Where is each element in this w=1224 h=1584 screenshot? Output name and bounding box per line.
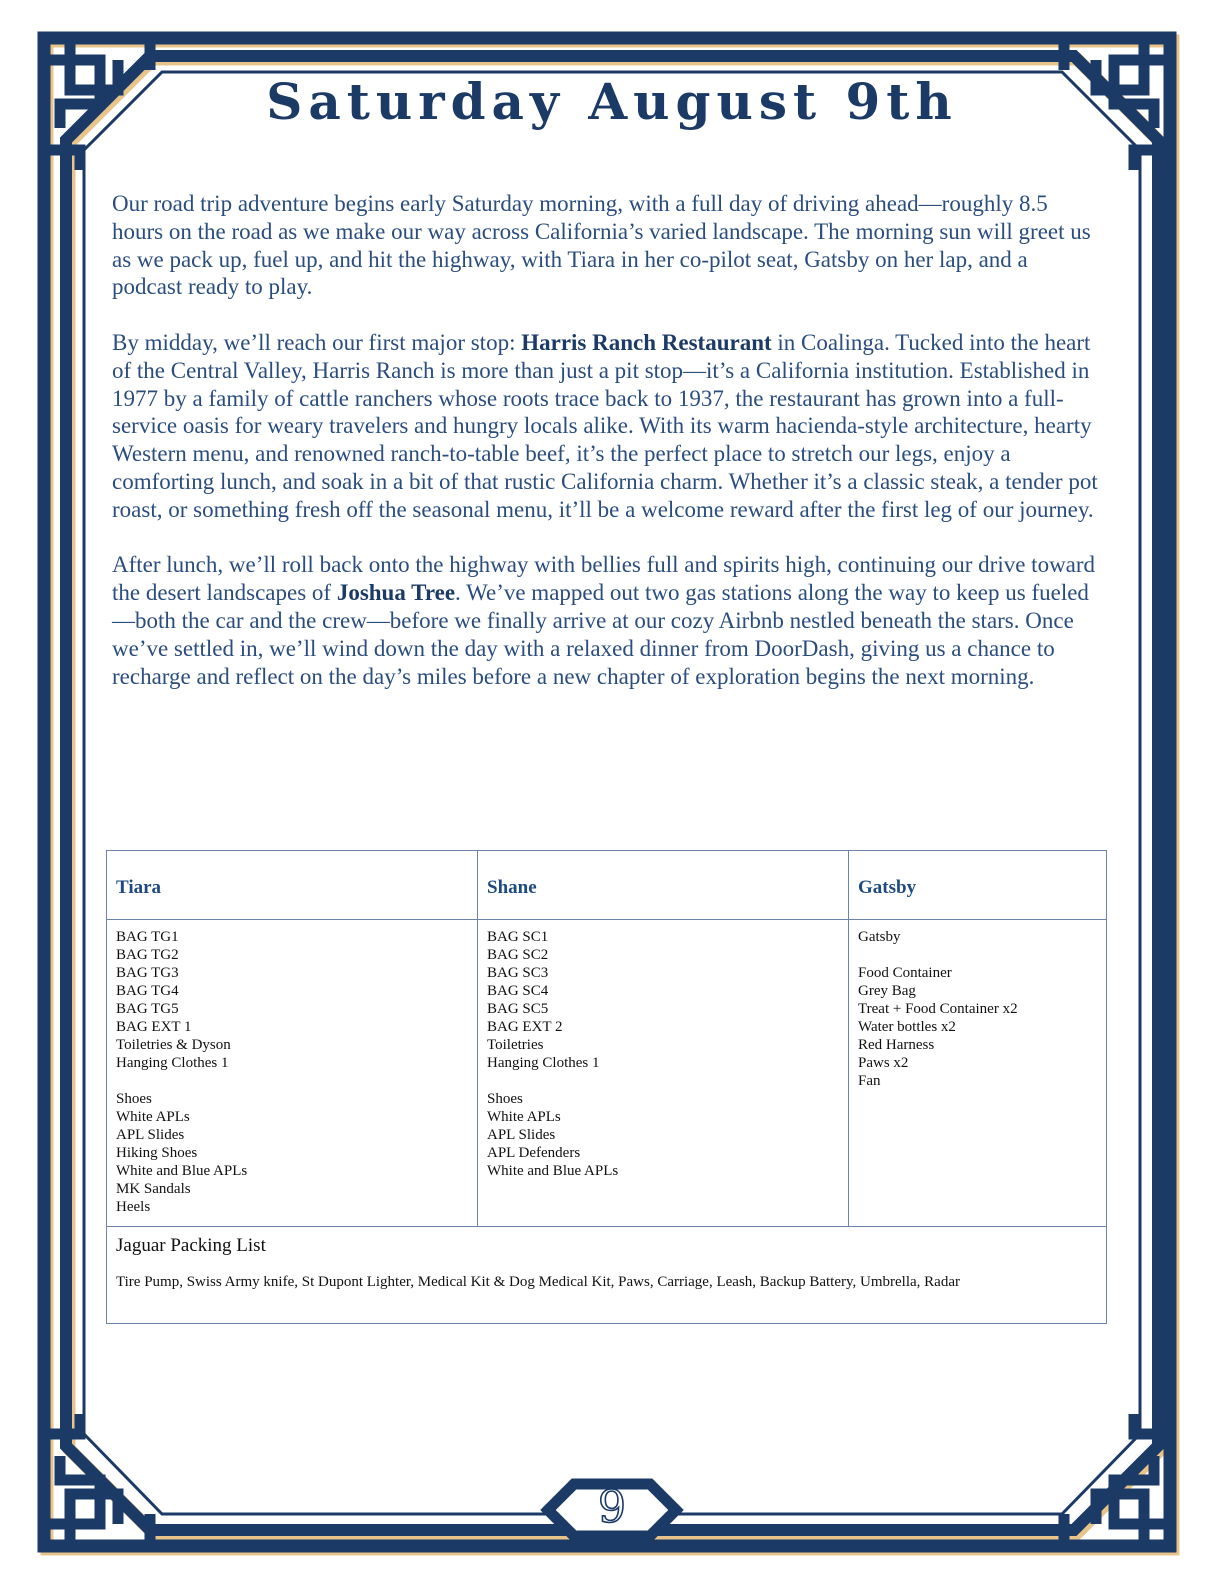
list-item: Toiletries	[487, 1037, 544, 1053]
list-item: Shoes	[487, 1091, 523, 1107]
packing-header-row	[107, 851, 1107, 920]
intro-text	[112, 190, 1102, 718]
intro-paragraph-2	[112, 329, 1102, 524]
packing-list-row	[107, 920, 1107, 1227]
list-item: Fan	[858, 1073, 881, 1089]
list-item: BAG EXT 1	[116, 1019, 192, 1035]
list-item: BAG SC1	[487, 929, 549, 945]
list-item: BAG TG1	[116, 929, 179, 945]
harris-ranch-name: Harris Ranch Restaurant	[521, 329, 772, 355]
jaguar-packing-list	[107, 1227, 1107, 1324]
list-item: Heels	[116, 1199, 151, 1215]
packing-table	[106, 850, 1107, 1324]
list-item: White and Blue APLs	[116, 1163, 248, 1179]
list-item: Water bottles x2	[858, 1019, 956, 1035]
list-item: BAG SC3	[487, 965, 549, 981]
list-item: Gatsby	[858, 929, 901, 945]
list-item: BAG TG5	[116, 1001, 179, 1017]
paragraph-text: in Coalinga. Tucked into the heart of the Central Valley, Harris Ranch is more than just a pit stop—it’s a California institution. Established in 1977 by a family of cattle ranchers whose roots trace back to 1937, the restaurant has grown into a full-service oasis for weary travelers and hungry locals alike. With its warm hacienda-style architecture, hearty Western menu, and renowned ranch-to-table beef, it’s the perfect place to stretch our legs, enjoy a comforting lunch, and soak in a bit of that rustic California charm. Whether it’s a classic steak, a tender pot roast, or something fresh off the seasonal menu, it’ll be a welcome reward after the first leg of our journey.	[112, 329, 1098, 522]
list-item	[858, 946, 1097, 964]
gatsby-list	[849, 920, 1107, 1227]
list-item: Hiking Shoes	[116, 1145, 198, 1161]
column-header-label: Shane	[487, 876, 537, 898]
list-item: BAG TG2	[116, 947, 179, 963]
jaguar-list-items: Tire Pump, Swiss Army knife, St Dupont Lighter, Medical Kit & Dog Medical Kit, Paws, Carriage, Leash, Backup Battery, Umbrella, Radar	[116, 1274, 960, 1290]
list-item: Red Harness	[858, 1037, 935, 1053]
column-header-label: Tiara	[116, 876, 162, 898]
column-header-tiara	[107, 851, 478, 920]
paragraph-text: By midday, we’ll reach our first major stop:	[112, 329, 522, 355]
list-item: Toiletries & Dyson	[116, 1037, 231, 1053]
jaguar-list-title: Jaguar Packing List	[116, 1235, 266, 1256]
list-item: Hanging Clothes 1	[116, 1055, 229, 1071]
page-number: 9	[598, 1482, 626, 1533]
list-item: Treat + Food Container x2	[858, 1001, 1018, 1017]
list-item: BAG SC4	[487, 983, 549, 999]
list-item: BAG TG4	[116, 983, 179, 999]
joshua-tree-name: Joshua Tree	[336, 580, 456, 606]
list-item: BAG TG3	[116, 965, 179, 981]
list-item: APL Slides	[116, 1127, 185, 1143]
column-header-shane	[478, 851, 849, 920]
paragraph-text: After lunch, we’ll roll back onto the highway with bellies full and spirits high, continuing our drive toward the desert landscapes of	[112, 552, 1096, 606]
list-item: Hanging Clothes 1	[487, 1055, 600, 1071]
tiara-list	[107, 920, 478, 1227]
list-item: BAG EXT 2	[487, 1019, 563, 1035]
list-item: White APLs	[487, 1109, 561, 1125]
list-item: Shoes	[116, 1091, 152, 1107]
list-item: APL Defenders	[487, 1145, 581, 1161]
shane-list	[478, 920, 849, 1227]
jaguar-row	[107, 1227, 1107, 1324]
intro-paragraph-3	[112, 551, 1102, 690]
list-item: Paws x2	[858, 1055, 909, 1071]
paragraph-text: . We’ve mapped out two gas stations along the way to keep us fueled—both the car and the crew—before we finally arrive at our cozy Airbnb nestled beneath the stars. Once we’ve settled in, we’ll wind down the day with a relaxed dinner from DoorDash, giving us a chance to recharge and reflect on the day’s miles before a new chapter of exploration begins the next morning.	[112, 580, 1089, 689]
list-item: White and Blue APLs	[487, 1163, 619, 1179]
page-title: Saturday August 9th	[266, 72, 958, 131]
list-item: Food Container	[858, 965, 952, 981]
list-item: BAG SC2	[487, 947, 549, 963]
list-item	[487, 1072, 839, 1090]
list-item: Grey Bag	[858, 983, 916, 999]
list-item: BAG SC5	[487, 1001, 549, 1017]
list-item	[116, 1072, 468, 1090]
column-header-label: Gatsby	[858, 876, 917, 898]
list-item: MK Sandals	[116, 1181, 191, 1197]
intro-paragraph-1: Our road trip adventure begins early Saturday morning, with a full day of driving ahead—roughly 8.5 hours on the road as we make our way across California’s varied landscape. The morning sun will greet us as we pack up, fuel up, and hit the highway, with Tiara in her co-pilot seat, Gatsby on her lap, and a podcast ready to play.	[112, 191, 1091, 300]
column-header-gatsby	[849, 851, 1107, 920]
list-item: White APLs	[116, 1109, 190, 1125]
list-item: APL Slides	[487, 1127, 556, 1143]
